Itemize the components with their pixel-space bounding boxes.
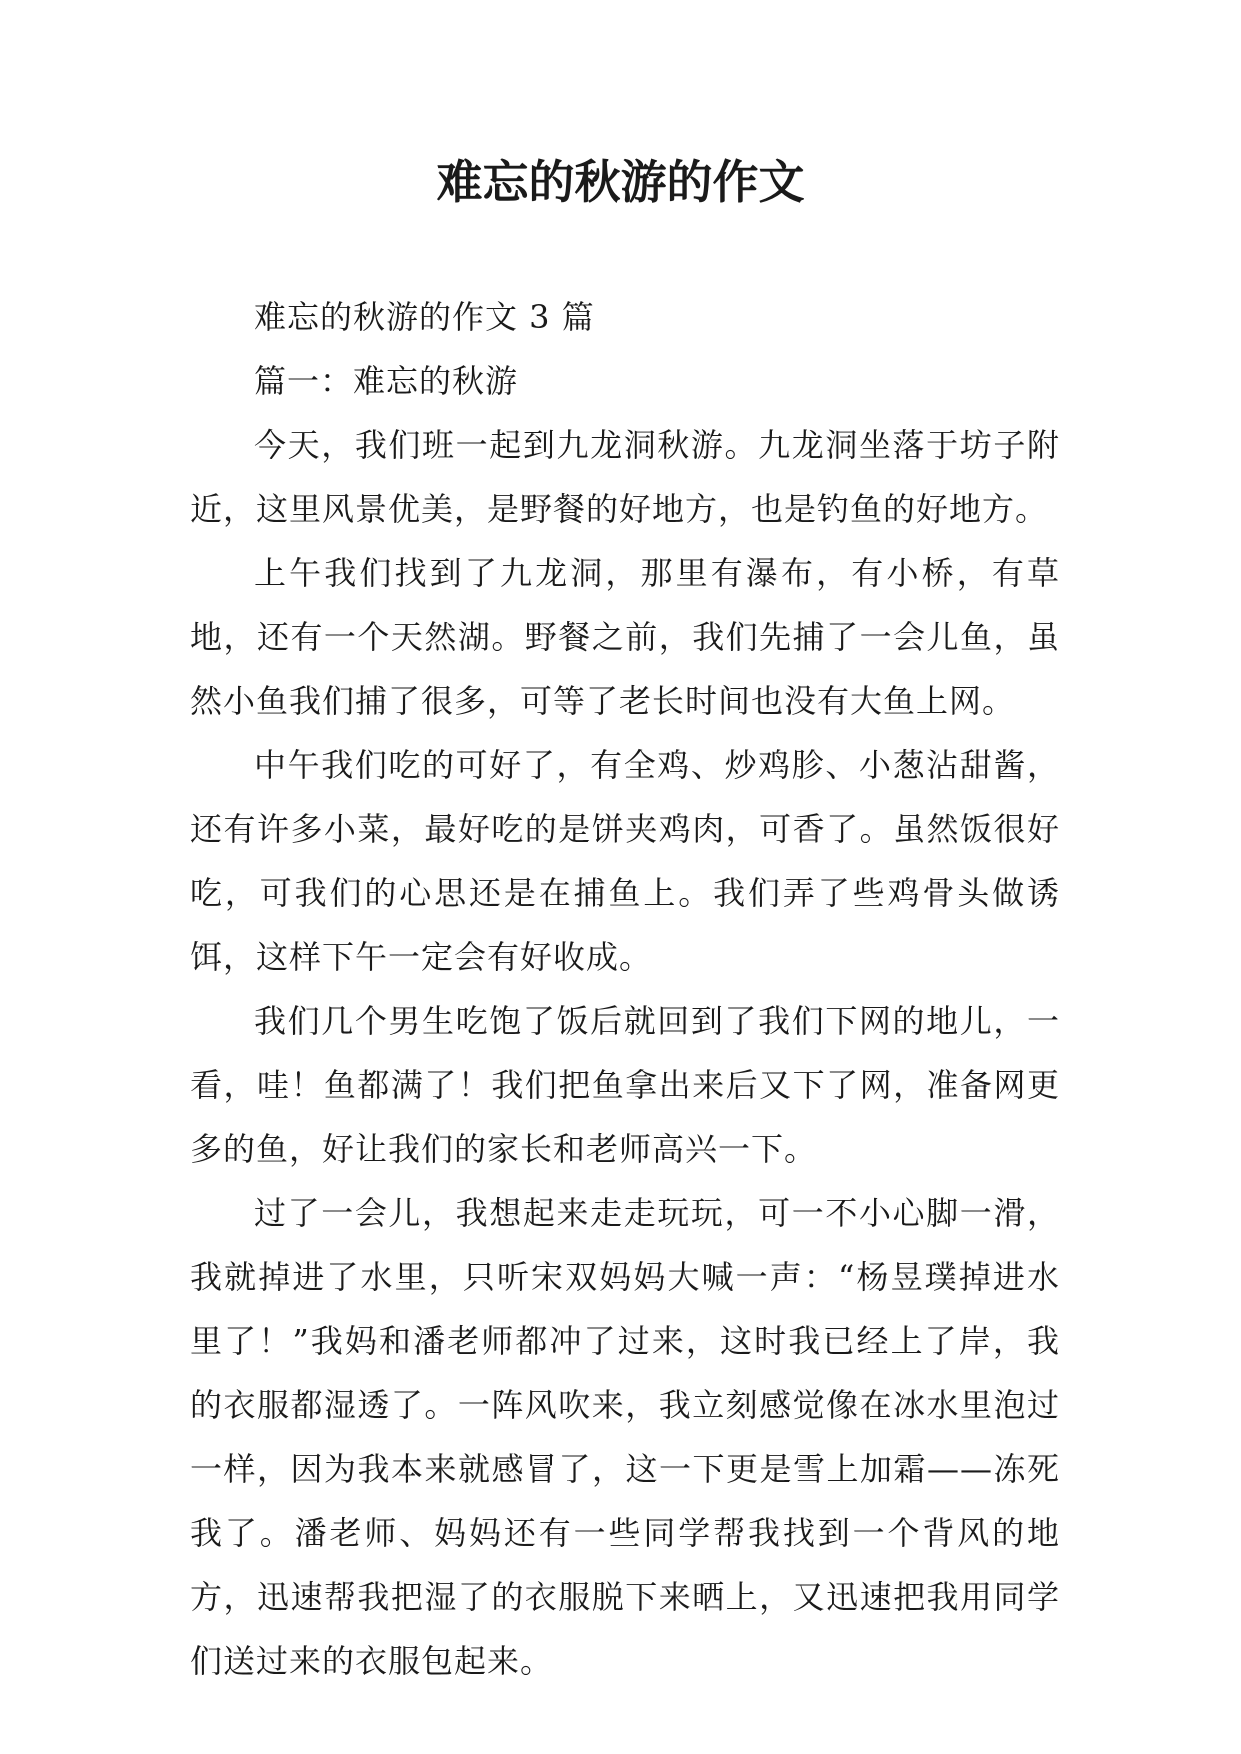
paragraph-subtitle: 难忘的秋游的作文 3 篇 bbox=[254, 298, 595, 336]
paragraph-section-heading: 篇一：难忘的秋游 bbox=[254, 362, 519, 400]
paragraph: 上午我们找到了九龙洞，那里有瀑布，有小桥，有草地，还有一个天然湖。野餐之前，我们先捕了一会儿鱼，虽然小鱼我们捕了很多，可等了老长时间也没有大鱼上网。 bbox=[190, 554, 1060, 720]
document-body bbox=[190, 285, 1060, 1693]
paragraph: 今天，我们班一起到九龙洞秋游。九龙洞坐落于坊子附近，这里风景优美，是野餐的好地方，也是钓鱼的好地方。 bbox=[190, 426, 1060, 528]
document-title: 难忘的秋游的作文 bbox=[436, 155, 805, 209]
paragraph: 中午我们吃的可好了，有全鸡、炒鸡胗、小葱沾甜酱，还有许多小菜，最好吃的是饼夹鸡肉，可香了。虽然饭很好吃，可我们的心思还是在捕鱼上。我们弄了些鸡骨头做诱饵，这样下午一定会有好收成。 bbox=[190, 746, 1060, 976]
paragraph: 我们几个男生吃饱了饭后就回到了我们下网的地儿，一看，哇！鱼都满了！我们把鱼拿出来后又下了网，准备网更多的鱼，好让我们的家长和老师高兴一下。 bbox=[190, 1002, 1060, 1168]
paragraph: 过了一会儿，我想起来走走玩玩，可一不小心脚一滑，我就掉进了水里，只听宋双妈妈大喊一声：“杨昱璞掉进水里了！”我妈和潘老师都冲了过来，这时我已经上了岸，我的衣服都湿透了。一阵风吹来，我立刻感觉像在冰水里泡过一样，因为我本来就感冒了，这一下更是雪上加霜——冻死我了。潘老师、妈妈还有一些同学帮我找到一个背风的地方，迅速帮我把湿了的衣服脱下来晒上，又迅速把我用同学们送过来的衣服包起来。 bbox=[190, 1194, 1060, 1680]
